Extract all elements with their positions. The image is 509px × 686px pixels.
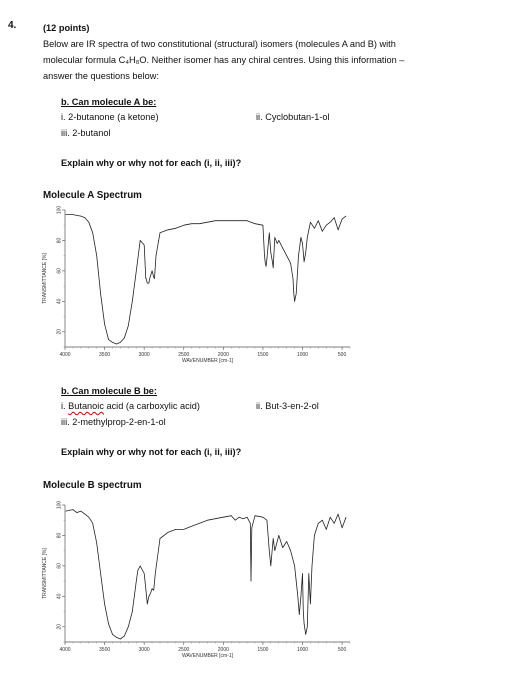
- spectrum-point: [307, 626, 308, 627]
- spectrum-point: [215, 518, 216, 519]
- spectrum-point: [160, 538, 161, 539]
- spectrum-point: [278, 535, 279, 536]
- spectrum-line: [66, 215, 346, 344]
- spectrum-point: [271, 252, 272, 253]
- spectrum-point: [251, 581, 252, 582]
- spectrum-point: [138, 570, 139, 571]
- spectrum-point: [326, 225, 327, 226]
- spectrum-point: [88, 222, 89, 223]
- spectrum-point: [301, 237, 302, 238]
- spectrum-point: [273, 538, 274, 539]
- spectrum-point: [299, 614, 300, 615]
- y-tick-label: 60: [56, 563, 63, 569]
- spectrum-point: [307, 237, 308, 238]
- spectrum-point: [231, 515, 232, 516]
- spectrum-point: [305, 252, 306, 253]
- spectrum-point: [265, 263, 266, 264]
- spectrum-point: [136, 271, 137, 272]
- x-axis-label: WAVENUMBER [cm-1]: [181, 358, 234, 364]
- part-b-option-i-prefix: i.: [61, 401, 69, 411]
- part-b-heading: [61, 384, 157, 399]
- spectrum-point: [255, 515, 256, 516]
- spectrum-point: [199, 223, 200, 224]
- spectrum-point: [338, 229, 339, 230]
- spectrum-point: [274, 550, 275, 551]
- spectrum-a-chart: [40, 205, 360, 370]
- spectrum-point: [235, 520, 236, 521]
- spectrum-point: [144, 573, 145, 574]
- spectrum-point: [81, 511, 82, 512]
- question-points: (12 points): [43, 23, 90, 33]
- spectrum-point: [269, 233, 270, 234]
- spectrum-point: [149, 596, 150, 597]
- spectrum-point: [305, 634, 306, 635]
- spectrum-point: [65, 511, 66, 512]
- spectrum-point: [207, 222, 208, 223]
- spectrum-point: [100, 573, 101, 574]
- spectrum-point: [274, 237, 275, 238]
- spectrum-point: [334, 523, 335, 524]
- spectrum-point: [73, 214, 74, 215]
- y-tick-label: 100: [56, 500, 63, 510]
- y-tick-label: 60: [56, 268, 63, 274]
- x-axis-label: WAVENUMBER [cm-1]: [181, 653, 234, 659]
- spectrum-point: [290, 263, 291, 264]
- spectrum-point: [183, 529, 184, 530]
- spectrum-point: [112, 342, 113, 343]
- spectrum-point: [147, 283, 148, 284]
- x-tick-label: 3000: [138, 352, 150, 358]
- spectrum-point: [293, 293, 294, 294]
- spectrum-point: [140, 566, 141, 567]
- spectrum-point: [140, 240, 141, 241]
- spectrum-point: [263, 225, 264, 226]
- y-tick-label: 20: [56, 328, 63, 335]
- spectrum-point: [145, 588, 146, 589]
- spectrum-point: [304, 261, 305, 262]
- spectrum-point: [326, 529, 327, 530]
- spectrum-point: [149, 278, 150, 279]
- spectrum-point: [243, 518, 244, 519]
- part-b-explain-prompt: Explain why or why not for each (i, ii, iii)?: [61, 447, 242, 457]
- spectrum-point: [92, 233, 93, 234]
- spectrum-point: [132, 611, 133, 612]
- spectrum-point: [120, 342, 121, 343]
- spectrum-point: [298, 255, 299, 256]
- spectrum-point: [88, 517, 89, 518]
- question-number: 4.: [8, 20, 17, 31]
- spectrum-point: [156, 255, 157, 256]
- part-a-heading-text: b. Can molecule A be:: [61, 97, 157, 107]
- spectrum-point: [309, 573, 310, 574]
- spectrum-point: [296, 581, 297, 582]
- spectrum-point: [154, 278, 155, 279]
- spectrum-point: [282, 547, 283, 548]
- spectrum-point: [108, 339, 109, 340]
- spectrum-point: [191, 223, 192, 224]
- spectrum-point: [310, 604, 311, 605]
- spectrum-point: [112, 634, 113, 635]
- spectrum-point: [312, 566, 313, 567]
- spectrum-point: [322, 231, 323, 232]
- spectrum-point: [318, 220, 319, 221]
- spectrum-point: [264, 255, 265, 256]
- spectrum-point: [294, 566, 295, 567]
- spectrum-point: [104, 604, 105, 605]
- part-a-heading: [61, 95, 156, 110]
- spectrum-point: [153, 590, 154, 591]
- spectrum-point: [120, 639, 121, 640]
- spectrum-point: [330, 222, 331, 223]
- spectrum-point: [266, 266, 267, 267]
- spectrum-point: [314, 228, 315, 229]
- y-tick-label: 100: [56, 205, 63, 215]
- y-tick-label: 40: [56, 593, 63, 600]
- spectrum-point: [81, 216, 82, 217]
- spectrum-point: [183, 225, 184, 226]
- y-tick-label: 80: [56, 532, 63, 539]
- part-a-option-ii: ii. Cyclobutan-1-ol: [256, 112, 330, 122]
- spectrum-point: [301, 596, 302, 597]
- spectrum-point: [303, 611, 304, 612]
- spectrum-point: [155, 573, 156, 574]
- y-tick-label: 40: [56, 298, 63, 305]
- spectrum-point: [108, 623, 109, 624]
- spectrum-point: [334, 217, 335, 218]
- spectrum-point: [290, 550, 291, 551]
- spectrum-point: [342, 219, 343, 220]
- y-tick-label: 20: [56, 623, 63, 630]
- spectrum-point: [322, 520, 323, 521]
- x-tick-label: 1500: [257, 352, 269, 358]
- spectrum-point: [96, 255, 97, 256]
- spectrum-point: [314, 535, 315, 536]
- spectrum-point: [84, 217, 85, 218]
- spectrum-line: [66, 510, 346, 639]
- spectrum-point: [132, 301, 133, 302]
- spectrum-point: [116, 344, 117, 345]
- spectrum-point: [128, 325, 129, 326]
- spectrum-point: [271, 566, 272, 567]
- spectrum-point: [273, 268, 274, 269]
- spectrum-point: [149, 283, 150, 284]
- spectrum-point: [346, 216, 347, 217]
- spectrum-point: [330, 517, 331, 518]
- x-tick-label: 4000: [59, 352, 71, 358]
- spectrum-point: [251, 222, 252, 223]
- spectrum-point: [310, 222, 311, 223]
- part-b-heading-text: b. Can molecule B be:: [61, 386, 157, 396]
- spectrum-point: [73, 509, 74, 510]
- x-tick-label: 1500: [257, 647, 269, 653]
- x-tick-label: 1000: [296, 352, 309, 358]
- spectrum-point: [247, 220, 248, 221]
- spectrum-point: [100, 293, 101, 294]
- x-tick-label: 1000: [296, 647, 309, 653]
- spectrum-point: [277, 243, 278, 244]
- spectrum-point: [278, 240, 279, 241]
- spectrum-point: [92, 523, 93, 524]
- part-b-option-i: [61, 399, 200, 414]
- intro-line-1: Below are IR spectra of two constitutional (structural) isomers (molecules A and B) with: [43, 39, 396, 49]
- part-b-option-ii: ii. But-3-en-2-ol: [256, 401, 319, 411]
- spectrum-point: [294, 301, 295, 302]
- spectrum-point: [286, 541, 287, 542]
- spectrum-point: [199, 523, 200, 524]
- part-a-explain-prompt: Explain why or why not for each (i, ii, iii)?: [61, 158, 242, 168]
- x-tick-label: 2500: [178, 647, 190, 653]
- x-tick-label: 500: [337, 352, 347, 358]
- question-intro: [43, 20, 483, 84]
- spectrum-b-chart: [40, 500, 360, 665]
- spectrum-point: [84, 514, 85, 515]
- spectrum-b-title: Molecule B spectrum: [43, 480, 142, 491]
- spectrum-point: [223, 220, 224, 221]
- spectrum-point: [207, 520, 208, 521]
- x-tick-label: 3500: [99, 352, 111, 358]
- x-tick-label: 2000: [217, 647, 229, 653]
- spectrum-point: [239, 517, 240, 518]
- spectrum-point: [223, 517, 224, 518]
- spectrum-point: [247, 517, 248, 518]
- spectrum-point: [267, 520, 268, 521]
- x-tick-label: 4000: [59, 647, 71, 653]
- spectrum-point: [168, 229, 169, 230]
- spectrum-point: [239, 220, 240, 221]
- spectrum-point: [136, 581, 137, 582]
- y-tick-label: 80: [56, 237, 63, 244]
- spectrum-point: [144, 245, 145, 246]
- spectrum-point: [302, 243, 303, 244]
- spectrum-point: [342, 528, 343, 529]
- part-b-option-iii: iii. 2-methylprop-2-en-1-ol: [61, 417, 166, 427]
- spectrum-point: [304, 623, 305, 624]
- spectrum-point: [147, 604, 148, 605]
- spectrum-point: [318, 523, 319, 524]
- part-b-option-i-rest: acid (a carboxylic acid): [103, 401, 200, 411]
- spectrum-point: [269, 550, 270, 551]
- spectrum-point: [77, 512, 78, 513]
- part-a-option-iii: iii. 2-butanol: [61, 128, 111, 138]
- spectrum-point: [255, 223, 256, 224]
- spectrum-point: [146, 278, 147, 279]
- spectrum-point: [116, 637, 117, 638]
- intro-line-3: answer the questions below:: [43, 71, 159, 81]
- spectrum-point: [176, 228, 177, 229]
- spectrum-point: [104, 324, 105, 325]
- x-tick-label: 3500: [99, 647, 111, 653]
- spectrum-point: [215, 220, 216, 221]
- spectrum-point: [297, 596, 298, 597]
- spectrum-point: [272, 261, 273, 262]
- spectrum-point: [65, 214, 66, 215]
- spectrum-point: [150, 593, 151, 594]
- spectrum-point: [168, 532, 169, 533]
- spectrum-point: [124, 636, 125, 637]
- spectrum-point: [176, 529, 177, 530]
- spectrum-point: [286, 255, 287, 256]
- spectrum-point: [152, 588, 153, 589]
- spectrum-point: [153, 277, 154, 278]
- x-tick-label: 2000: [217, 352, 229, 358]
- part-b-option-i-word: Butanoic: [68, 401, 104, 411]
- spectrum-point: [250, 523, 251, 524]
- spectrum-point: [152, 271, 153, 272]
- spectrum-point: [293, 278, 294, 279]
- spectrum-point: [96, 543, 97, 544]
- spectrum-point: [296, 293, 297, 294]
- spectrum-point: [252, 528, 253, 529]
- spectrum-a-title: Molecule A Spectrum: [43, 190, 142, 201]
- spectrum-point: [231, 220, 232, 221]
- x-tick-label: 3000: [138, 647, 150, 653]
- spectrum-point: [338, 514, 339, 515]
- spectrum-point: [282, 248, 283, 249]
- spectrum-point: [124, 338, 125, 339]
- spectrum-point: [267, 258, 268, 259]
- spectrum-point: [160, 233, 161, 234]
- intro-line-2: molecular formula C₄H₈O. Neither isomer has any chiral centres. Using this information –: [43, 55, 405, 65]
- spectrum-point: [263, 517, 264, 518]
- spectrum-point: [128, 626, 129, 627]
- y-axis-label: TRANSMITTANCE [%]: [42, 548, 48, 599]
- part-a-option-i: i. 2-butanone (a ketone): [61, 112, 159, 122]
- x-tick-label: 2500: [178, 352, 190, 358]
- x-tick-label: 500: [337, 647, 347, 653]
- spectrum-point: [302, 573, 303, 574]
- spectrum-point: [346, 517, 347, 518]
- y-axis-label: TRANSMITTANCE [%]: [42, 253, 48, 304]
- spectrum-point: [191, 526, 192, 527]
